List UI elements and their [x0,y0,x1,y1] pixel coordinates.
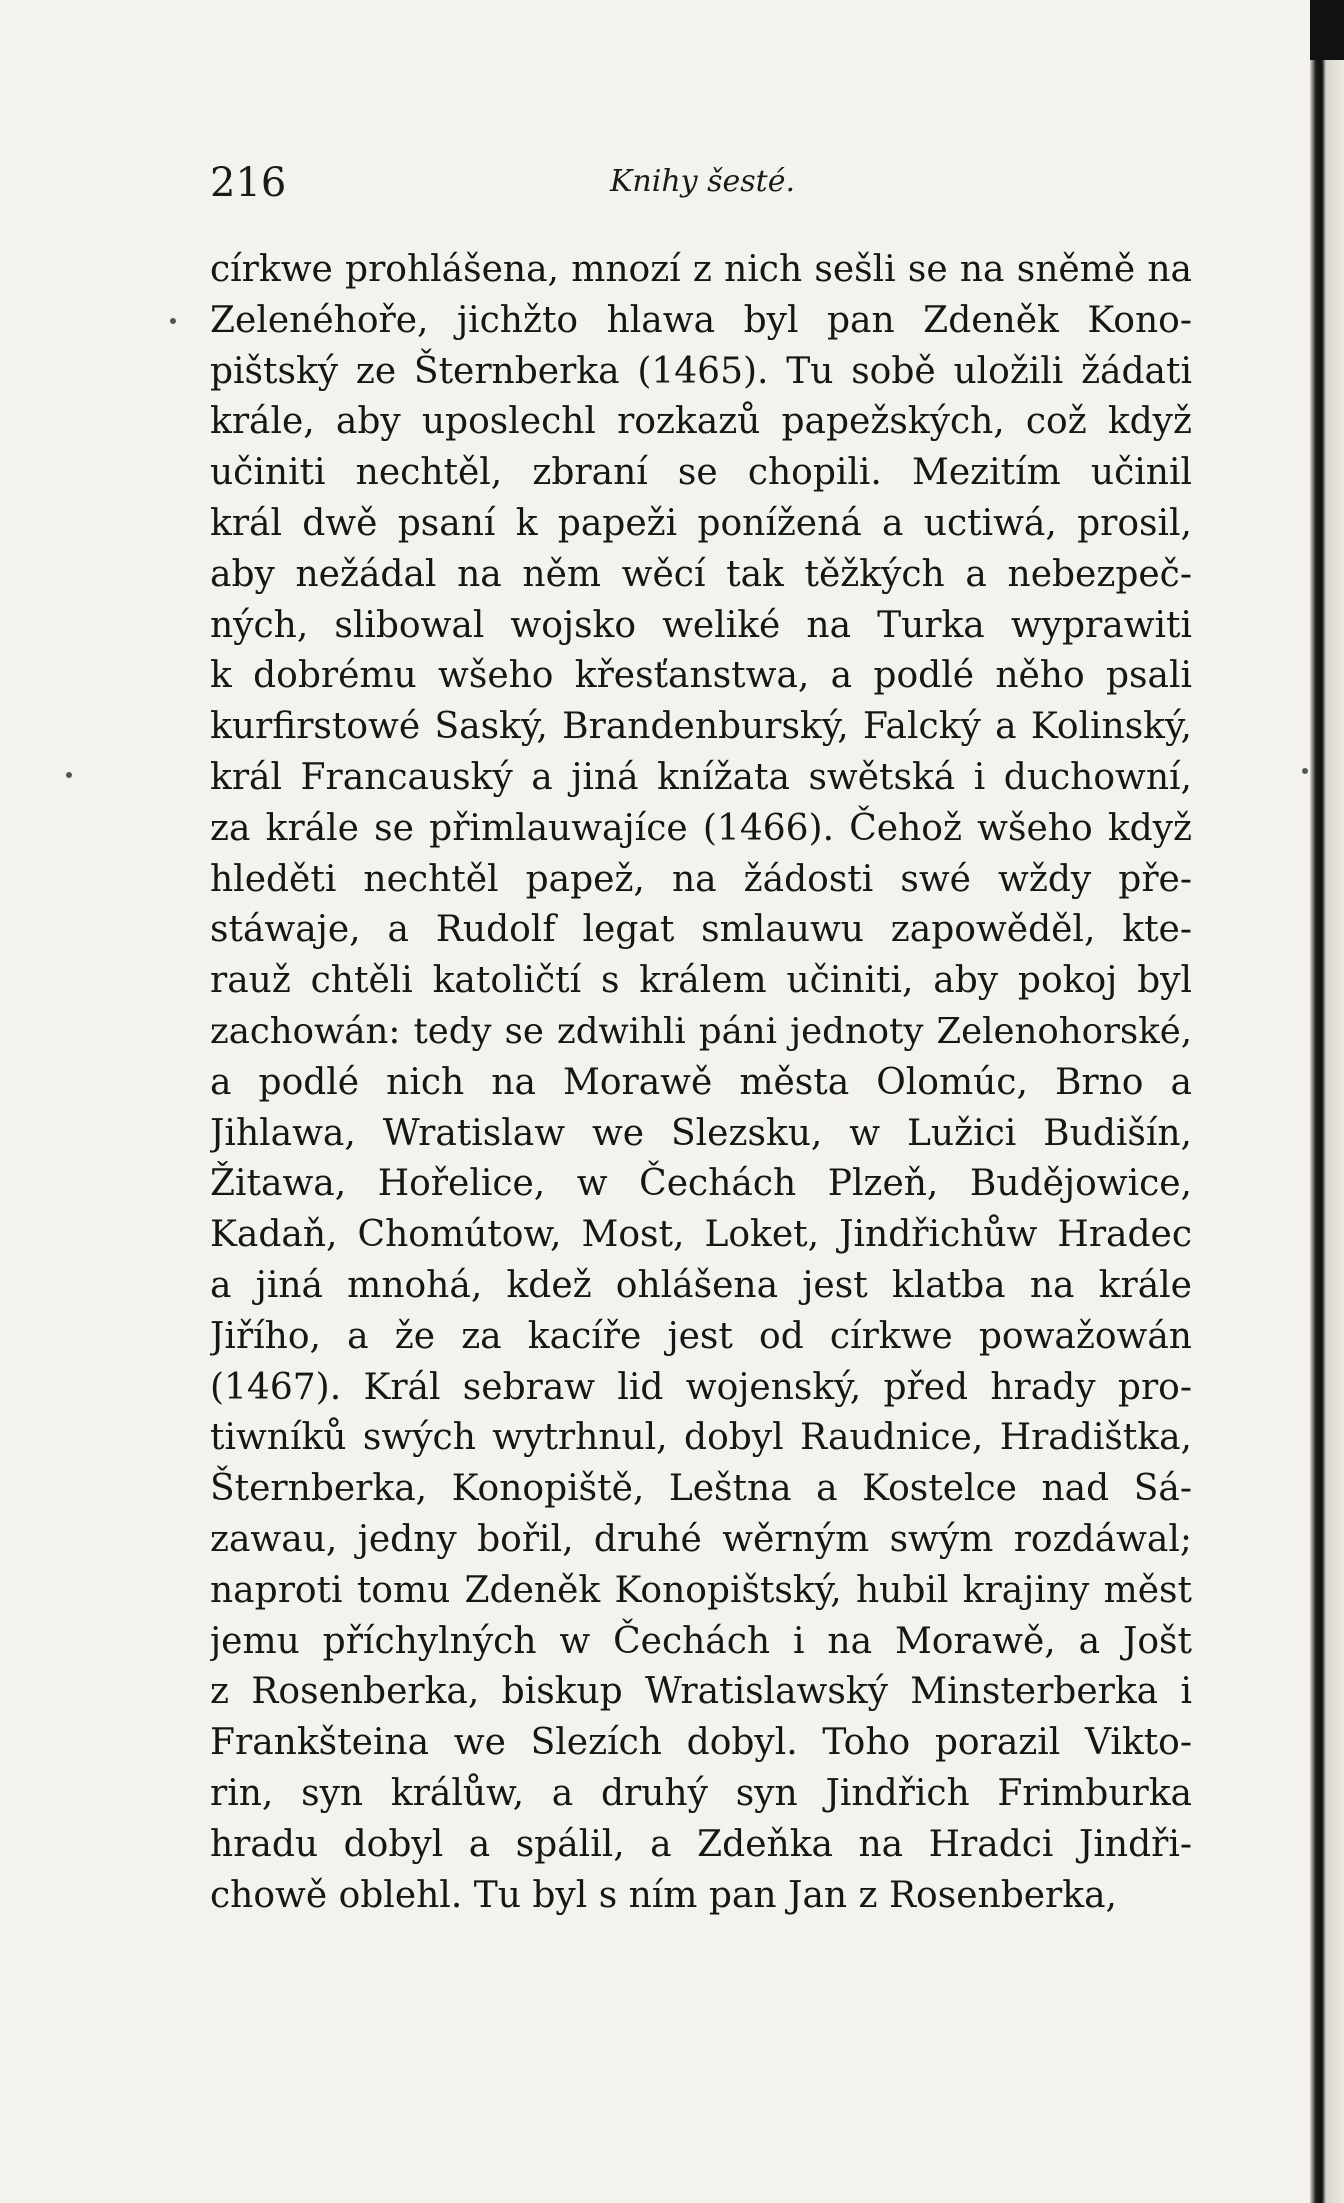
text-line: hradu dobyl a spálil, a Zdeňka na Hradci Jindři- [210,1823,1192,1865]
text-line: kurfirstowé Saský, Brandenburský, Falcký a Kolinský, [210,706,1192,748]
text-line: (1467). Král sebraw lid wojenský, před hrady pro- [210,1366,1192,1408]
running-head: Knihy šesté. [610,164,796,199]
text-line: z Rosenberka, biskup Wratislawský Minsterberka i [210,1671,1192,1713]
page-binding-edge [1310,0,1344,2203]
page-header [210,160,1210,220]
text-line: rauž chtěli katoličtí s králem učiniti, aby pokoj byl [210,960,1192,1002]
text-line: církwe prohlášena, mnozí z nich sešli se na sněmě na [210,249,1192,290]
text-line: král dwě psaní k papeži ponížená a uctiwá, prosil, [210,502,1192,544]
margin-mark [66,772,72,778]
text-line: zachowán: tedy se zdwihli páni jednoty Zelenohorské, [210,1010,1192,1052]
text-line: a podlé nich na Morawě města Olomúc, Brno a [210,1061,1192,1103]
text-line: rin, syn králůw, a druhý syn Jindřich Frimburka [210,1772,1192,1814]
text-line: Jiřího, a že za kacíře jest od církwe powažowán [210,1315,1192,1357]
text-line: ných, slibowal wojsko weliké na Turka wyprawiti [210,604,1192,646]
margin-mark [170,318,176,324]
page-corner-shadow [1310,0,1344,60]
body-text [210,245,1192,1921]
text-line: tiwníků swých wytrhnul, dobyl Raudnice, Hradištka, [210,1417,1192,1459]
text-line: aby nežádal na něm wěcí tak těžkých a nebezpeč- [210,553,1192,595]
text-line: k dobrému wšeho křesťanstwa, a podlé něho psali [210,655,1192,697]
text-line: učiniti nechtěl, zbraní se chopili. Mezitím učinil [210,452,1192,494]
text-line: chowě oblehl. Tu byl s ním pan Jan z Rosenberka, [210,1874,1117,1916]
text-line: Žitawa, Hořelice, w Čechách Plzeň, Budějowice, [210,1163,1192,1205]
text-line: Šternberka, Konopiště, Leštna a Kostelce nad Sá- [210,1468,1192,1510]
text-line: naproti tomu Zdeněk Konopištský, hubil krajiny měst [210,1569,1192,1611]
text-line: hleděti nechtěl papež, na žádosti swé wždy pře- [210,858,1192,900]
text-line: Zelenéhoře, jichžto hlawa byl pan Zdeněk Kono- [210,299,1192,341]
page-number: 216 [210,160,287,206]
text-line: zawau, jedny bořil, druhé wěrným swým rozdáwal; [210,1518,1192,1560]
margin-mark [1302,768,1308,774]
text-line: Frankšteina we Slezích dobyl. Toho porazil Vikto- [210,1722,1192,1764]
text-line: pištský ze Šternberka (1465). Tu sobě uložili žádati [210,350,1192,392]
text-line: Kadaň, Chomútow, Most, Loket, Jindřichůw Hradec [210,1214,1192,1256]
text-line: krále, aby uposlechl rozkazů papežských, což když [210,401,1192,443]
text-line: Jihlawa, Wratislaw we Slezsku, w Lužici Budišín, [210,1112,1192,1154]
text-line: a jiná mnohá, kdež ohlášena jest klatba na krále [210,1264,1192,1306]
text-line: za krále se přimlauwajíce (1466). Čehož wšeho když [210,807,1192,849]
text-line: král Francauský a jiná knížata swětská i duchowní, [210,756,1192,798]
text-line: stáwaje, a Rudolf legat smlauwu zapowěděl, kte- [210,909,1192,951]
text-line: jemu příchylných w Čechách i na Morawě, a Jošt [210,1620,1192,1662]
